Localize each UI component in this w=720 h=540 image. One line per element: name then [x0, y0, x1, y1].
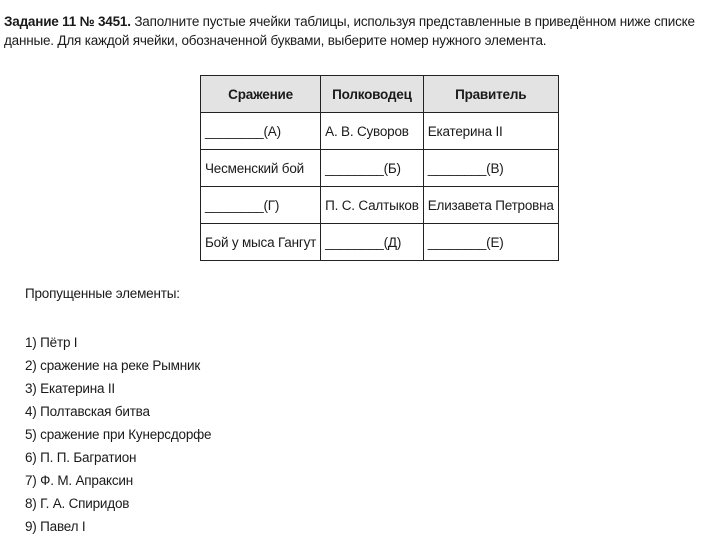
table-cell: ________(Г)	[201, 187, 321, 224]
list-item: 3) Екатерина II	[25, 381, 115, 396]
table-cell: А. В. Суворов	[321, 113, 424, 150]
table-cell: ________(Е)	[423, 224, 558, 261]
table-row	[201, 150, 559, 187]
list-item: 6) П. П. Багратион	[25, 450, 137, 465]
header-commander: Полководец	[321, 76, 424, 113]
task-text: Заполните пустые ячейки таблицы, используя представленные в приведённом ниже списке данные. Для каждой ячейки, обозначенной буквами, выберите номер нужного элемента.	[4, 14, 695, 48]
table-cell: ________(Д)	[321, 224, 424, 261]
table-row	[201, 113, 559, 150]
table-cell: ________(В)	[423, 150, 558, 187]
list-item: 1) Пётр I	[25, 335, 78, 350]
options-list	[25, 331, 211, 538]
header-battle: Сражение	[201, 76, 321, 113]
battles-table	[200, 75, 559, 261]
table-row	[201, 187, 559, 224]
list-item: 8) Г. А. Спиридов	[25, 496, 130, 511]
list-item: 2) сражение на реке Рымник	[25, 358, 201, 373]
table-cell: ________(А)	[201, 113, 321, 150]
list-item: 7) Ф. М. Апраксин	[25, 473, 134, 488]
table-cell: Екатерина II	[423, 113, 558, 150]
list-item: 5) сражение при Кунерсдорфе	[25, 427, 212, 442]
table-header-row	[201, 76, 559, 113]
list-item: 4) Полтавская битва	[25, 404, 150, 419]
table-cell: Бой у мыса Гангут	[201, 224, 321, 261]
task-statement	[4, 12, 716, 50]
header-ruler: Правитель	[423, 76, 558, 113]
table-row	[201, 224, 559, 261]
table-cell: Елизавета Петровна	[423, 187, 558, 224]
missing-elements-label: Пропущенные элементы:	[25, 286, 180, 301]
task-number: Задание 11 № 3451.	[4, 14, 131, 29]
table-cell: ________(Б)	[321, 150, 424, 187]
table-cell: П. С. Салтыков	[321, 187, 424, 224]
list-item: 9) Павел I	[25, 519, 86, 534]
table-cell: Чесменский бой	[201, 150, 321, 187]
